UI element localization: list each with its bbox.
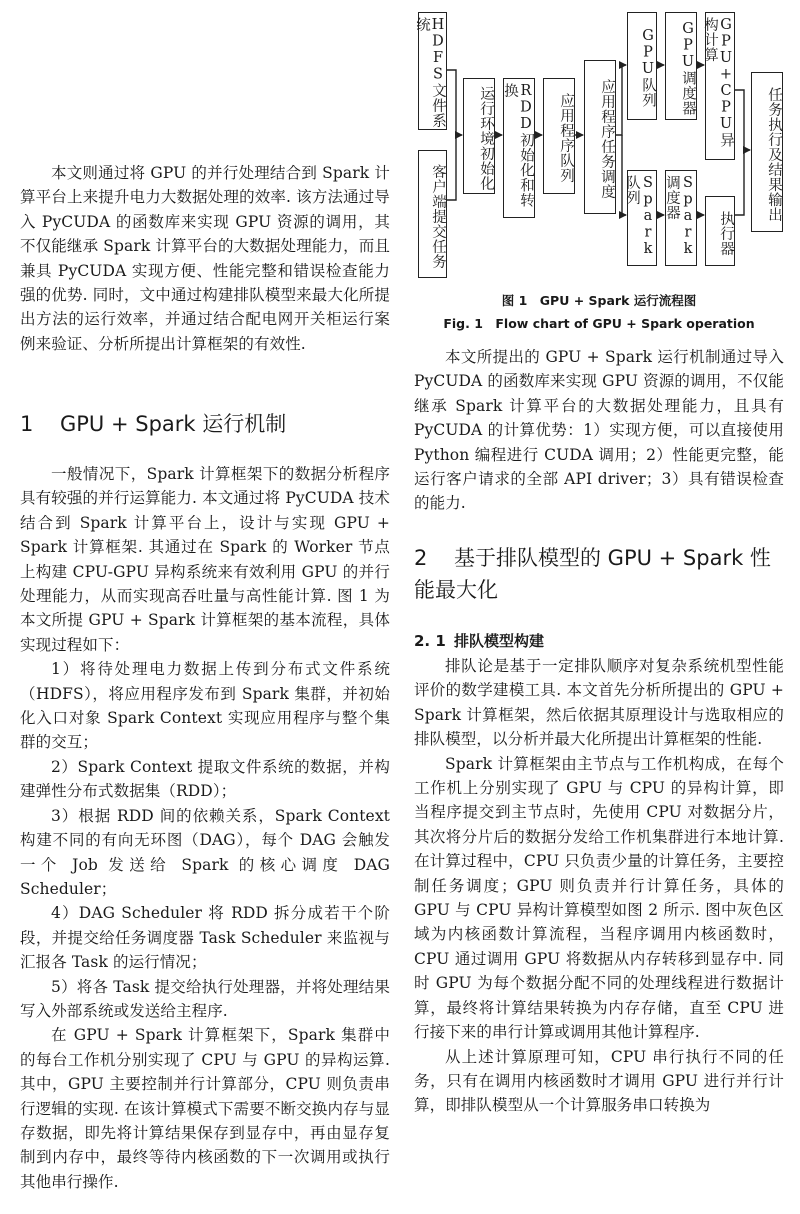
- step-1: 1）将待处理电力数据上传到分布式文件系统（HDFS），将应用程序发布到 Spark 集群，并初始化入口对象 Spark Context 实现应用程序与整个集群的交互；: [20, 660, 390, 752]
- step-4: 4）DAG Scheduler 将 RDD 拆分成若干个阶段，并提交给任务调度器 Task Scheduler 来监视与汇报各 Task 的运行情况；: [20, 904, 390, 972]
- step-3: 3）根据 RDD 间的依赖关系，Spark Context 构建不同的有向无环图（DAG），每个 DAG 会触发一个 Job 发送给 Spark 的核心调度 DAG Scheduler；: [20, 806, 390, 898]
- box-client-submit: 客户端提交任务: [418, 150, 447, 278]
- arrow-client: [447, 135, 456, 200]
- step-5: 5）将各 Task 提交给执行处理器，并将处理结果写入外部系统或发送给主程序.: [20, 977, 390, 1020]
- step-2: 2）Spark Context 提取文件系统的数据，并构建弹性分布式数据集（RDD）；: [20, 757, 390, 801]
- section-1-heading: 1 GPU + Spark 运行机制: [20, 412, 287, 436]
- section-1-body: [20, 462, 390, 1194]
- box-rdd-init: RDD初始化和转换: [503, 78, 535, 218]
- box-task-output: 任务执行及结果输出: [751, 72, 783, 232]
- box-executor: 执行器: [705, 196, 735, 266]
- box-gpu-scheduler: GPU调度器: [665, 12, 697, 120]
- section-2-heading: 2 基于排队模型的 GPU + Spark 性能最大化: [414, 546, 771, 602]
- box-spark-scheduler: Spark调度器: [665, 170, 697, 266]
- arrow-to-gpu-queue: [616, 65, 626, 135]
- arrow-exec: [735, 150, 744, 215]
- box-gpu-cpu-hetero: GPU+CPU异构计算: [705, 12, 735, 160]
- paragraph: Spark 计算框架由主节点与工作机构成，在每个工作机上分别实现了 GPU 与 CPU 的异构计算，即当程序提交到主节点时，先使用 CPU 对数据分片，其次将分片后的数据分发给工作机集群进行本地计算. 在计算过程中，CPU 只负责少量的计算任务，主要控制任务调度；GPU 则负责并行计算任务，具体的 GPU 与 CPU 异构计算模型如图 2 所示. 图中灰色区域为内核函数计算流程，当程序调用内核函数时，CPU 通过调用 GPU 将数据从内存转移到显存中. 同时 GPU 为每个数据分配不同的处理线程进行数据计算，最终将计算结果转换为内存存储，直至 CPU 进行接下来的串行计算或调用其他计算程序.: [414, 754, 784, 1042]
- box-app-dispatch: 应用程序任务调度: [584, 60, 616, 214]
- paragraph: 排队论是基于一定排队顺序对复杂系统机型性能评价的数学建模工具. 本文首先分析所提出的 GPU + Spark 计算框架，然后依据其原理设计与选取相应的排队模型，以分析并最大化所提出计算框架的性能.: [414, 657, 784, 749]
- section-2-body: [414, 654, 784, 1118]
- figure-1-caption-en: Fig. 1 Flow chart of GPU + Spark operation: [443, 316, 755, 331]
- box-runtime-init: 运行环境初始化: [463, 78, 495, 194]
- box-app-queue: 应用程序队列: [543, 78, 575, 194]
- paragraph: 一般情况下，Spark 计算框架下的数据分析程序具有较强的并行运算能力. 本文通过将 PyCUDA 技术结合到 Spark 计算平台上，设计与实现 GPU + Spark 计算框架. 其通过在 Spark 的 Worker 节点上构建 CPU-GPU 异构系统来有效利用 GPU 的并行处理能力，从而实现高吞吐量与高性能计算. 图 1 为本文所提 GPU + Spark 计算框架的基本流程，具体实现过程如下：: [20, 465, 390, 654]
- subsection-2-1-heading: 2. 1 排队模型构建: [414, 632, 545, 650]
- box-spark-queue: Spark队列: [627, 170, 657, 266]
- intro-paragraph: 本文则通过将 GPU 的并行处理结合到 Spark 计算平台上来提升电力大数据处理的效率. 该方法通过导入 PyCUDA 的函数库来实现 GPU 资源的调用，其不仅能继承 Spark 计算平台的大数据处理能力，而且兼具 PyCUDA 实现方便、性能完整和错误检查能力强的优势. 同时，文中通过构建排队模型来最大化所提出方法的运行效率，并通过结合配电网开关柜运行案例来验证、分析所提出计算框架的有效性.: [20, 164, 390, 353]
- arrow-hdfs: [447, 70, 456, 135]
- paragraph: 从上述计算原理可知，CPU 串行执行不同的任务，只有在调用内核函数时才调用 GPU 进行并行计算，即排队模型从一个计算服务串口转换为: [414, 1047, 784, 1115]
- box-hdfs: HDFS文件系统: [418, 12, 447, 130]
- box-gpu-queue: GPU队列: [627, 12, 657, 120]
- right-paragraph-1: 本文所提出的 GPU + Spark 运行机制通过导入 PyCUDA 的函数库来实现 GPU 资源的调用，不仅能继承 Spark 计算平台的大数据处理能力，且具有 PyCUDA 的计算优势：1）实现方便，可以直接使用 Python 编程进行 CUDA 调用；2）性能更完整，能运行客户请求的全部 API driver；3）具有错误检查的能力.: [414, 348, 784, 513]
- figure-1-caption-cn: 图 1 GPU + Spark 运行流程图: [501, 293, 697, 308]
- figure-1-flowchart: [414, 0, 800, 290]
- paragraph: 在 GPU + Spark 计算框架下，Spark 集群中的每台工作机分别实现了 CPU 与 GPU 的异构运算. 其中，GPU 主要控制并行计算部分，CPU 则负责串行逻辑的实现. 在该计算模式下需要不断交换内存与显存数据，即先将计算结果保存到显存中，再由显存复制到内存中，最终等待内核函数的下一次调用或执行其他串行操作.: [20, 1026, 390, 1191]
- arrow-hetero: [735, 90, 744, 150]
